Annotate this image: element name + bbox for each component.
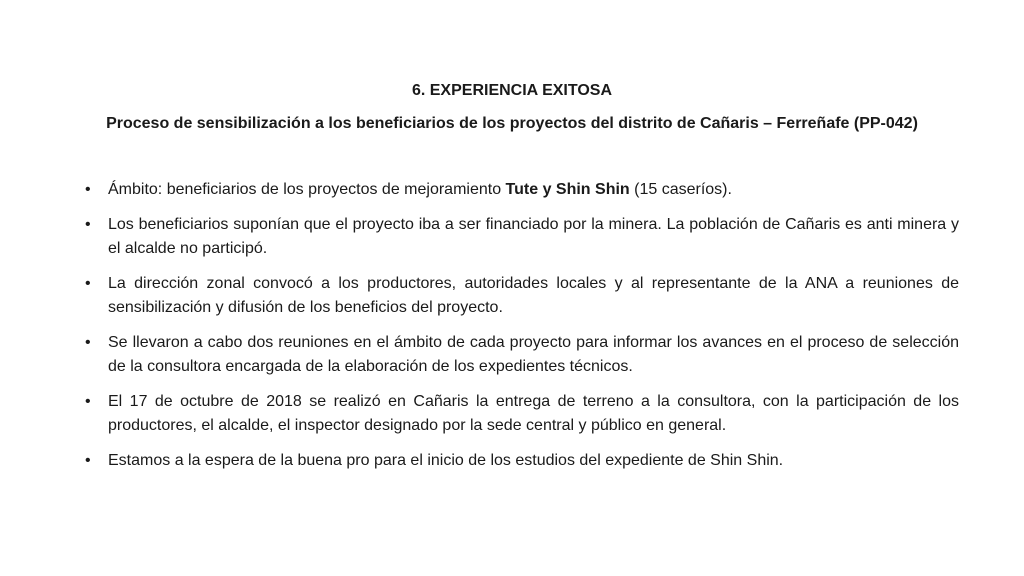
bullet-text: Ámbito: beneficiarios de los proyectos de mejoramiento xyxy=(108,181,506,198)
bullet-bold-text: Tute y Shin Shin xyxy=(505,181,630,198)
bullet-icon: • xyxy=(85,452,91,469)
bullet-item-beneficiarios xyxy=(84,213,959,261)
bullet-text: Se llevaron a cabo dos reuniones en el ámbito de cada proyecto para informar los avances en el proceso de selección de la consultora encargada de la elaboración de los expedientes técnicos. xyxy=(108,334,959,375)
bullet-icon: • xyxy=(85,334,91,351)
slide-subtitle: Proceso de sensibilización a los beneficiarios de los proyectos del distrito de Cañaris – Ferreñafe (PP-042) xyxy=(106,115,918,132)
bullet-icon: • xyxy=(85,393,91,410)
bullet-icon: • xyxy=(85,216,91,233)
bullet-item-direccion-zonal xyxy=(84,272,959,320)
bullet-icon: • xyxy=(85,181,91,198)
bullet-list xyxy=(84,178,959,484)
section-title: 6. EXPERIENCIA EXITOSA xyxy=(411,82,613,99)
bullet-item-reuniones xyxy=(84,331,959,379)
bullet-icon: • xyxy=(85,275,91,292)
bullet-text: La dirección zonal convocó a los productores, autoridades locales y al representante de la ANA a reuniones de sensibilización y difusión de los beneficios del proyecto. xyxy=(108,275,959,316)
bullet-text: El 17 de octubre de 2018 se realizó en Cañaris la entrega de terreno a la consultora, con la participación de los productores, el alcalde, el inspector designado por la sede central y público en general. xyxy=(108,393,959,434)
bullet-item-entrega-terreno xyxy=(84,390,959,438)
bullet-text: Estamos a la espera de la buena pro para el inicio de los estudios del expediente de Shin Shin. xyxy=(108,452,784,469)
bullet-text: Los beneficiarios suponían que el proyecto iba a ser financiado por la minera. La población de Cañaris es anti minera y el alcalde no participó. xyxy=(108,216,959,257)
bullet-text: (15 caseríos). xyxy=(629,181,732,198)
bullet-item-ambito xyxy=(84,178,959,202)
bullet-item-buena-pro xyxy=(84,449,959,473)
